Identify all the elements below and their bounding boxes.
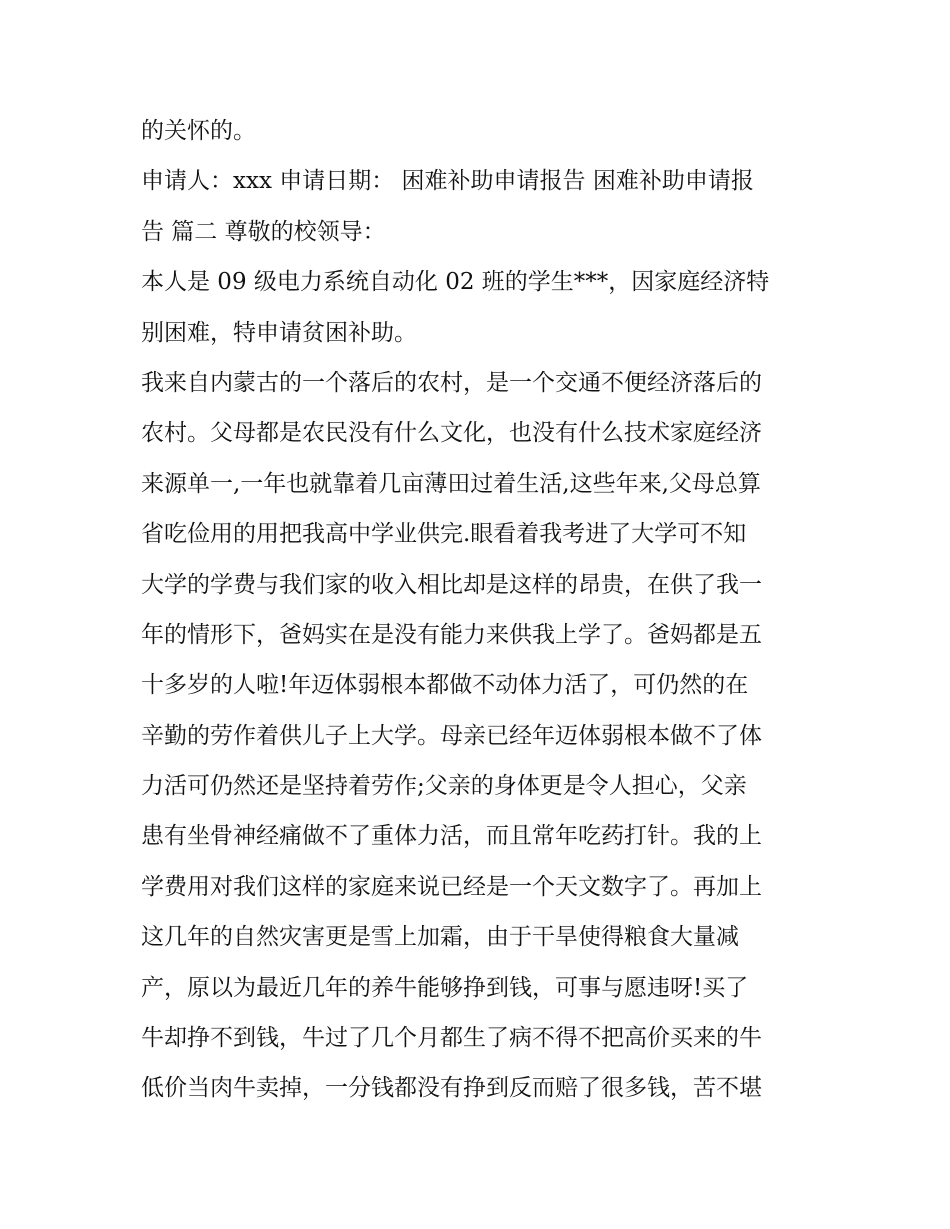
text-line: 年的情形下，爸妈实在是没有能力来供我上学了。爸妈都是五 (141, 621, 762, 648)
text-line: 我来自内蒙古的一个落后的农村，是一个交通不便经济落后的 (141, 369, 762, 396)
text-line: 产，原以为最近几年的养牛能够挣到钱，可事与愿违呀!买了 (141, 974, 749, 1001)
text-line: 的关怀的。 (141, 118, 256, 144)
text-line: 力活可仍然还是坚持着劳作;父亲的身体更是令人担心，父亲 (141, 773, 747, 800)
text-line: 这几年的自然灾害更是雪上加霜，由于干旱使得粮食大量减 (141, 924, 739, 951)
text-line: 大学的学费与我们家的收入相比却是这样的昂贵，在供了我一 (141, 571, 762, 598)
text-line: 别困难，特申请贫困补助。 (141, 319, 417, 346)
text-line: 患有坐骨神经痛做不了重体力活，而且常年吃药打针。我的上 (141, 823, 762, 850)
text-line: 来源单一,一年也就靠着几亩薄田过着生活,这些年来,父母总算 (141, 470, 761, 497)
text-line: 学费用对我们这样的家庭来说已经是一个天文数字了。再加上 (141, 873, 762, 900)
text-line: 十多岁的人啦!年迈体弱根本都做不动体力活了，可仍然的在 (141, 672, 749, 699)
text-line: 辛勤的劳作着供儿子上大学。母亲已经年迈体弱根本做不了体 (141, 722, 762, 749)
text-line: 低价当肉牛卖掉，一分钱都没有挣到反而赔了很多钱，苦不堪 (141, 1075, 762, 1102)
text-line: 本人是 09 级电力系统自动化 02 班的学生***，因家庭经济特 (141, 269, 770, 296)
text-line: 牛却挣不到钱，牛过了几个月都生了病不得不把高价买来的牛 (141, 1025, 762, 1052)
text-line: 申请人：xxx 申请日期： 困难补助申请报告 困难补助申请报 (141, 168, 754, 195)
text-line: 告 篇二 尊敬的校领导： (141, 218, 386, 245)
document-body (141, 106, 821, 1114)
text-line: 省吃俭用的用把我高中学业供完.眼看着我考进了大学可不知 (141, 521, 747, 548)
text-line: 农村。父母都是农民没有什么文化，也没有什么技术家庭经济 (141, 420, 762, 447)
